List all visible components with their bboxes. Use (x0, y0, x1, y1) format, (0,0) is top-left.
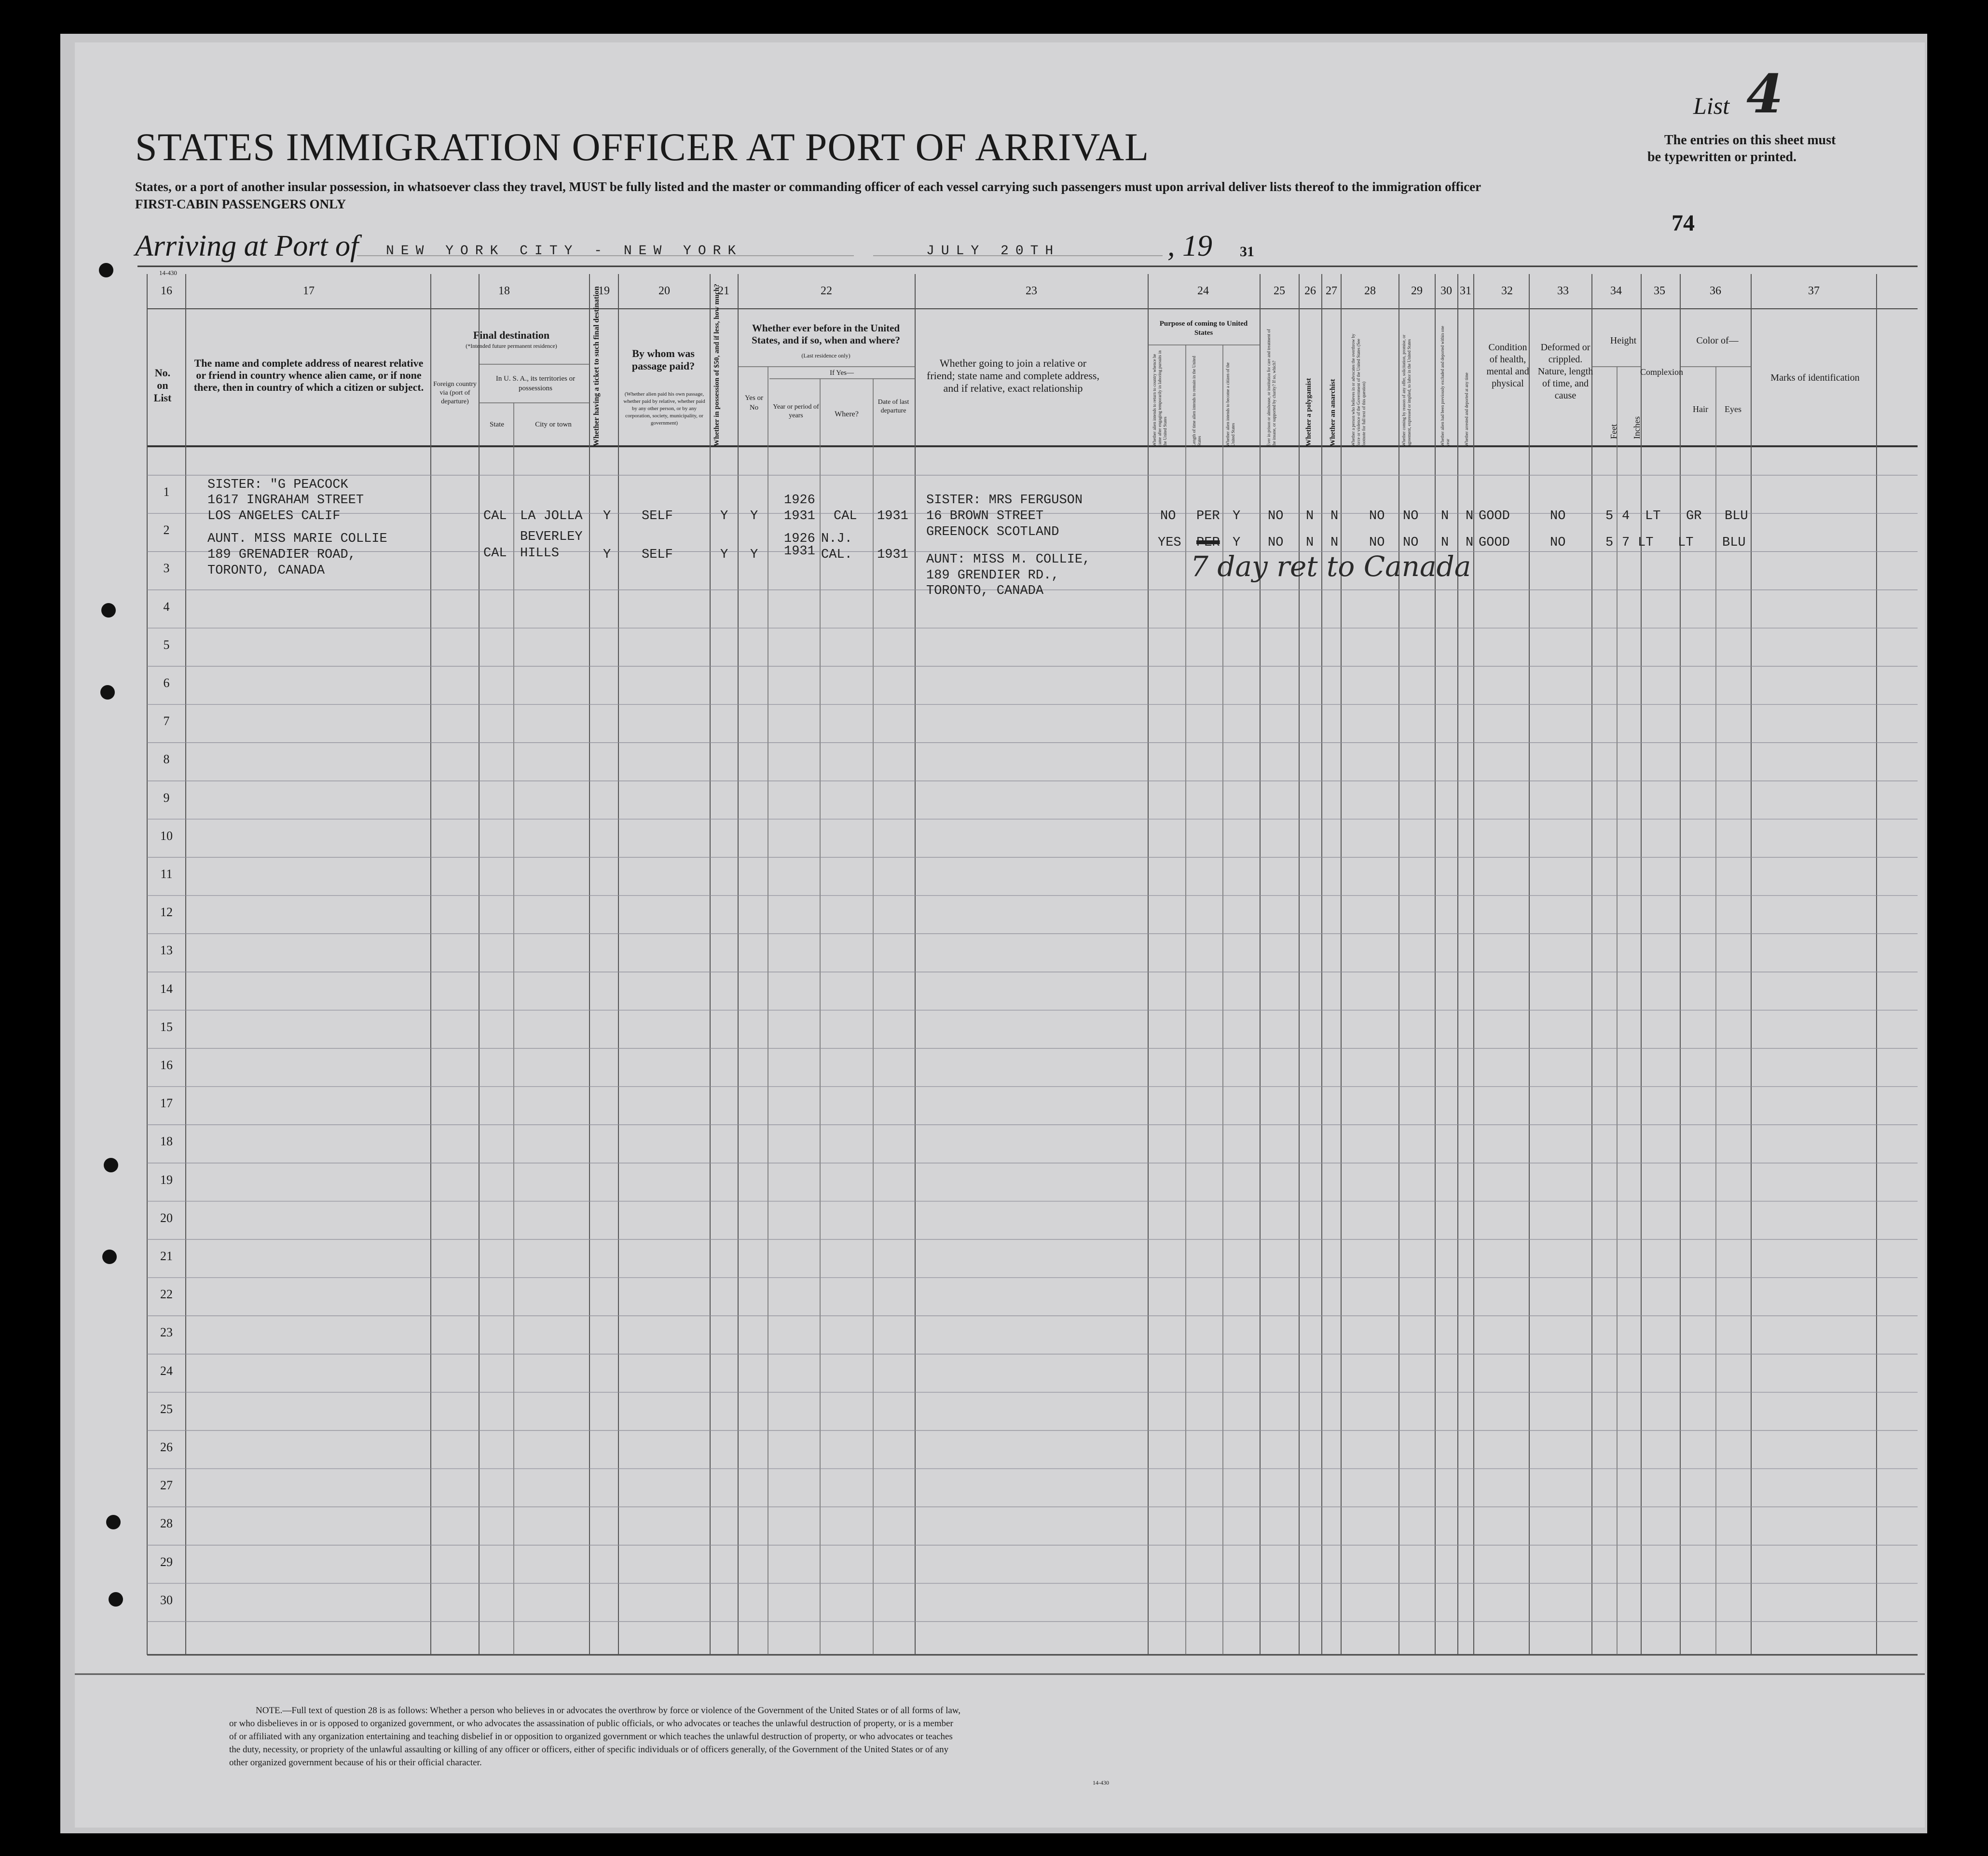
row2-length: PER (1196, 536, 1220, 550)
row1-health: GOOD (1479, 509, 1510, 523)
col27-header: Whether an anarchist (1329, 379, 1337, 446)
col18-subtitle: (*Intended future permanent residence) (466, 343, 557, 349)
row1-before: Y (750, 509, 758, 523)
row-number: 9 (163, 790, 170, 805)
form-code-bottom: 14-430 (1093, 1779, 1109, 1786)
col35-header: Complexion (1640, 367, 1683, 377)
row2-money: Y (720, 548, 728, 562)
instructions-line: States, or a port of another insular possession, in whatsoever class they travel, MUST be fully listed and the master or commanding officer of each vessel carrying such passengers must upon arrival deliver lists thereof to the immigration officer (135, 179, 1481, 194)
row1-deported: N (1466, 509, 1474, 523)
col37-header: Marks of identification (1770, 372, 1860, 383)
col24-a: Whether alien intends to return to country whence he came after engaging temporarily in laboring pursuits in the United States (1152, 350, 1167, 446)
col20-title: By whom was passage paid? (631, 347, 695, 372)
row2-ticket: Y (603, 548, 611, 562)
row2-relative-line3: TORONTO, CANADA (207, 564, 325, 578)
footnote-line1: NOTE.—Full text of question 28 is as follows: Whether a person who believes in or advocates the overthrow by force or violence of the Government of the United States or of all forms of law, (256, 1705, 961, 1716)
row-number: 21 (160, 1249, 173, 1263)
col25-header: Ever in prison or almshouse, or institution for care and treatment of the insane, or supported by charity? If so, which? (1266, 329, 1276, 446)
column-number: 31 (1460, 285, 1471, 297)
column-number: 29 (1411, 285, 1423, 297)
row-number: 17 (160, 1096, 173, 1111)
row2-city-line1: BEVERLEY (520, 530, 583, 544)
col22-yesno: Yes or No (744, 394, 764, 412)
row2-inches: 7 (1622, 536, 1630, 550)
row1-city: LA JOLLA (520, 509, 583, 523)
row2-handwritten-note: 7 day ret to Canada (1191, 550, 1471, 583)
row2-citizen: Y (1233, 536, 1241, 550)
year-prefix: , 19 (1167, 230, 1212, 262)
row1-year1: 1926 (784, 493, 815, 508)
list-label: List (1693, 92, 1730, 119)
col18-foreign: Foreign country via (port of departure) (433, 381, 477, 405)
row2-excluded: N (1441, 536, 1449, 550)
col22-title: Whether ever before in the United States, and if so, when and where? (752, 322, 900, 346)
row2-join-line1: AUNT: MISS M. COLLIE, (926, 552, 1091, 567)
row1-complexion: LT (1645, 509, 1661, 523)
row1-ticket: Y (603, 509, 611, 523)
row2-labor-offer: NO (1403, 536, 1419, 550)
row2-relative-line2: 189 GRENADIER ROAD, (207, 548, 356, 562)
row1-money: Y (720, 509, 728, 523)
row2-prison: NO (1268, 536, 1284, 550)
row1-length: PER (1196, 509, 1220, 523)
row-number: 2 (163, 523, 170, 537)
column-number: 24 (1197, 285, 1209, 297)
footnote-line2: or who disbelieves in or is opposed to organized government, or who advocates the assassination of public officials, or who advocates or teaches the unlawful destruction of property, or is a member (229, 1719, 953, 1729)
notice-line-2: be typewritten or printed. (1647, 150, 1796, 165)
col29-header: Whether coming by reason of any offer, solicitation, promise, or agreement, expressed or implied, to labor in the United States (1401, 334, 1412, 446)
row-number: 13 (160, 943, 173, 958)
row1-eyes: BLU (1725, 509, 1748, 523)
row-number: 12 (160, 905, 173, 920)
row-number: 5 (163, 637, 170, 652)
column-number: 35 (1654, 285, 1665, 297)
col18-title: Final destination (473, 329, 550, 341)
row-number: 11 (160, 867, 173, 881)
row1-where: CAL (834, 509, 857, 523)
column-number: 30 (1440, 285, 1452, 297)
col34-feet: Feet (1609, 424, 1618, 439)
list-number: 4 (1746, 63, 1783, 125)
row1-year2: 1931 (784, 509, 815, 523)
col26-header: Whether a polygamist (1305, 378, 1313, 446)
row2-last-departure: 1931 (877, 548, 908, 562)
row2-polygamist: N (1306, 536, 1314, 550)
row1-relative-line2: 1617 INGRAHAM STREET (207, 493, 364, 508)
row2-feet: 5 (1605, 536, 1614, 550)
row1-relative-line1: SISTER: "G PEACOCK (207, 478, 348, 492)
column-number: 26 (1304, 285, 1316, 297)
column-number: 18 (498, 285, 510, 297)
column-number: 19 (598, 285, 610, 297)
row1-join-line2: 16 BROWN STREET (926, 509, 1044, 523)
col19-header: Whether having a ticket to such final destination (592, 286, 601, 446)
row1-overthrow: NO (1369, 509, 1385, 523)
column-number: 17 (303, 285, 315, 297)
col34-title: Height (1610, 335, 1637, 346)
col36-title: Color of— (1696, 335, 1739, 346)
footnote-line5: other organized government because of his or their official character. (229, 1758, 482, 1768)
column-number: 28 (1364, 285, 1376, 297)
column-number: 21 (718, 285, 729, 297)
col22-where: Where? (835, 410, 859, 418)
col36-eyes: Eyes (1725, 404, 1741, 414)
row-number: 14 (160, 981, 173, 996)
column-number: 16 (161, 285, 172, 297)
row2-state: CAL (483, 546, 507, 561)
port-of-arrival: NEW YORK CITY - NEW YORK (386, 244, 743, 259)
column-number: 20 (658, 285, 670, 297)
column-number: 23 (1026, 285, 1037, 297)
row1-hair: GR (1686, 509, 1702, 523)
row2-city-line2: HILLS (520, 546, 560, 561)
column-number: 27 (1326, 285, 1337, 297)
row2-return: YES (1158, 536, 1181, 550)
col32-header: Condition of health, mental and physical (1486, 342, 1529, 389)
column-number: 22 (821, 285, 832, 297)
year-suffix: 31 (1240, 244, 1254, 260)
col22-subtitle: (Last residence only) (801, 352, 850, 359)
row-number: 19 (160, 1172, 173, 1187)
row2-deformed: NO (1550, 536, 1566, 550)
col23-header: Whether going to join a relative or friend; state name and complete address, and if relative, exact relationship (927, 357, 1099, 394)
row-number: 3 (163, 561, 170, 576)
row-number: 1 (163, 485, 170, 499)
arrival-date: JULY 20TH (926, 244, 1060, 259)
arriving-label: Arriving at Port of (135, 230, 359, 262)
row-number: 20 (160, 1210, 173, 1225)
row-number: 18 (160, 1134, 173, 1149)
row2-paid-by: SELF (642, 548, 673, 562)
page-number: 74 (1672, 210, 1695, 236)
row1-labor-offer: NO (1403, 509, 1419, 523)
row2-overthrow: NO (1369, 536, 1385, 550)
column-number: 32 (1501, 285, 1513, 297)
col17-header: The name and complete address of nearest relative or friend in country whence alien came, or if none there, then in country of which a citizen or subject. (193, 357, 424, 393)
row1-last-departure: 1931 (877, 509, 908, 523)
row-number: 25 (160, 1402, 173, 1416)
row-number: 28 (160, 1516, 173, 1531)
row2-relative-line1: AUNT. MISS MARIE COLLIE (207, 532, 387, 546)
row2-year1: 1926 (784, 532, 815, 546)
col16-header: No. on List (153, 367, 172, 404)
col33-header: Deformed or crippled. Nature, length of time, and cause (1537, 342, 1593, 401)
row2-eyes: BLU (1722, 536, 1746, 550)
row-number: 29 (160, 1554, 173, 1569)
col22-date: Date of last departure (877, 399, 909, 414)
row-number: 8 (163, 752, 170, 767)
class-line: FIRST-CABIN PASSENGERS ONLY (135, 197, 346, 211)
row1-return: NO (1160, 509, 1176, 523)
col24-b: Length of time alien intends to remain in the United States (1192, 356, 1202, 446)
column-number: 34 (1610, 285, 1622, 297)
row1-paid-by: SELF (642, 509, 673, 523)
col18-city: City or town (535, 421, 572, 428)
row1-join-line3: GREENOCK SCOTLAND (926, 525, 1059, 539)
row-number: 16 (160, 1058, 173, 1072)
row1-anarchist: N (1330, 509, 1339, 523)
row2-before: Y (750, 548, 758, 562)
column-number: 33 (1557, 285, 1569, 297)
row1-citizen: Y (1233, 509, 1241, 523)
col22-years: Year or period of years (773, 403, 819, 419)
form-code-top: 14-430 (159, 269, 177, 276)
footnote-line4: the duty, necessity, or propriety of the unlawful assaulting or killing of any officer or officers, either of specific individuals or of officers generally, of the Government of the United States or of any (229, 1745, 949, 1755)
row2-hair: LT (1678, 536, 1694, 550)
row-number: 22 (160, 1287, 173, 1302)
notice-line-1: The entries on this sheet must (1664, 133, 1836, 148)
col24-title: Purpose of coming to United States (1159, 320, 1248, 337)
row1-inches: 4 (1622, 509, 1630, 523)
col20-subtitle: (Whether alien paid his own passage, whether paid by relative, whether paid by any other person, or by any corporation, society, municipality, or government) (623, 391, 705, 426)
row-number: 23 (160, 1325, 173, 1340)
row2-health: GOOD (1479, 536, 1510, 550)
row1-join-line1: SISTER: MRS FERGUSON (926, 493, 1083, 508)
row-number: 15 (160, 1019, 173, 1034)
row-number: 4 (163, 599, 170, 614)
column-number: 37 (1808, 285, 1820, 297)
col22-ifyes: If Yes— (829, 369, 854, 377)
row2-where-line2: CAL. (821, 548, 852, 562)
col24-c: Whether alien intends to become a citizen of the United States (1225, 362, 1235, 446)
row2-deported: N (1466, 536, 1474, 550)
row1-relative-line3: LOS ANGELES CALIF (207, 509, 341, 523)
row2-anarchist: N (1330, 536, 1339, 550)
col31-header: Whether arrested and deported at any time (1464, 372, 1469, 446)
row-number: 24 (160, 1363, 173, 1378)
row-number: 6 (163, 676, 170, 690)
row1-excluded: N (1441, 509, 1449, 523)
row2-join-line2: 189 GRENDIER RD., (926, 568, 1059, 583)
row-number: 27 (160, 1478, 173, 1493)
col21-header: Whether in possession of $50, and if less, how much? (713, 284, 721, 446)
column-number: 36 (1710, 285, 1721, 297)
row-number: 26 (160, 1440, 173, 1454)
row1-feet: 5 (1605, 509, 1614, 523)
row1-deformed: NO (1550, 509, 1566, 523)
row2-where-line1: N.J. (821, 532, 852, 546)
row2-complexion: LT (1638, 536, 1654, 550)
column-number: 25 (1274, 285, 1285, 297)
row-number: 10 (160, 828, 173, 843)
row-number: 7 (163, 714, 170, 729)
col28-header: Whether a person who believes in or advocates the overthrow by force or violence of the Government of the United States (See footnote for full text of this question) (1351, 333, 1366, 446)
row1-polygamist: N (1306, 509, 1314, 523)
row2-year2: 1931 (784, 544, 815, 559)
footnote-line3: of or affiliated with any organization entertaining and teaching disbelief in or opposition to organized government or which teaches the unlawful destruction of property, or who advocates or teaches (229, 1732, 953, 1742)
col18-state: State (490, 421, 504, 428)
page-title: STATES IMMIGRATION OFFICER AT PORT OF ARRIVAL (135, 125, 1150, 169)
row-number: 30 (160, 1593, 173, 1607)
col18-usa: In U. S. A., its territories or possessions (495, 375, 576, 392)
row1-state: CAL (483, 509, 507, 523)
col36-hair: Hair (1693, 404, 1708, 414)
row2-join-line3: TORONTO, CANADA (926, 584, 1044, 598)
col34-inches: Inches (1632, 416, 1642, 439)
col30-header: Whether alien had been previously excluded and deported within one year (1440, 326, 1450, 446)
row1-prison: NO (1268, 509, 1284, 523)
